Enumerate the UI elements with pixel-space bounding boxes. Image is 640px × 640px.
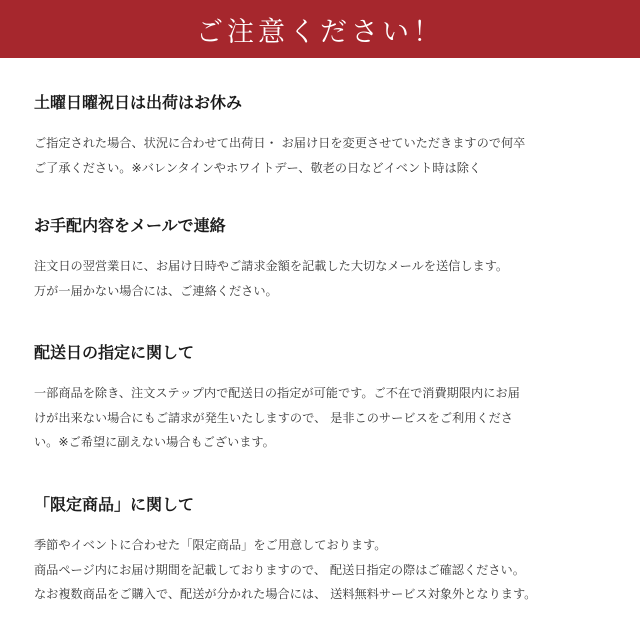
banner-title: ご注意ください！ [196, 16, 444, 48]
section-body [34, 533, 624, 607]
section-delivery-date [34, 342, 624, 455]
section-heading: 配送日の指定に関して [34, 343, 195, 362]
section-body [34, 131, 624, 180]
section-email-notice [34, 215, 624, 303]
section-text-line: ご了承ください。※バレンタインやホワイトデー、敬老の日などイベント時は除く [34, 160, 482, 175]
section-text-line: けが出来ない場合にもご請求が発生いたしますので、 是非このサービスをご利用くださ [34, 410, 513, 425]
section-body [34, 381, 624, 455]
section-text-line: 一部商品を除き、注文ステップ内で配送日の指定が可能です。ご不在で消費期限内にお届 [34, 386, 520, 400]
section-text-line: 季節やイベントに合わせた「限定商品」をご用意しております。 [34, 538, 387, 552]
section-text-line: 万が一届かない場合には、ご連絡ください。 [34, 283, 278, 298]
section-heading: 土曜日曜祝日は出荷はお休み [34, 93, 243, 112]
notice-banner [0, 0, 640, 58]
section-heading: お手配内容をメールで連絡 [34, 216, 226, 235]
section-text-line: い。※ご希望に副えない場合もございます。 [34, 435, 275, 449]
section-body [34, 254, 624, 303]
section-text-line: ご指定された場合、状況に合わせて出荷日・ お届け日を変更させていただきますので何卒 [34, 136, 526, 150]
section-text-line: 注文日の翌営業日に、お届け日時やご請求金額を記載した大切なメールを送信します。 [34, 259, 509, 273]
section-heading: 「限定商品」に関して [34, 495, 195, 514]
section-weekend-shipping [34, 92, 624, 180]
section-text-line: 商品ページ内にお届け期間を記載しておりますので、 配送日指定の際はご確認ください。 [34, 562, 525, 577]
section-text-line: なお複数商品をご購入で、配送が分かれた場合には、 送料無料サービス対象外となります。 [34, 587, 537, 601]
section-limited-products [34, 494, 624, 607]
